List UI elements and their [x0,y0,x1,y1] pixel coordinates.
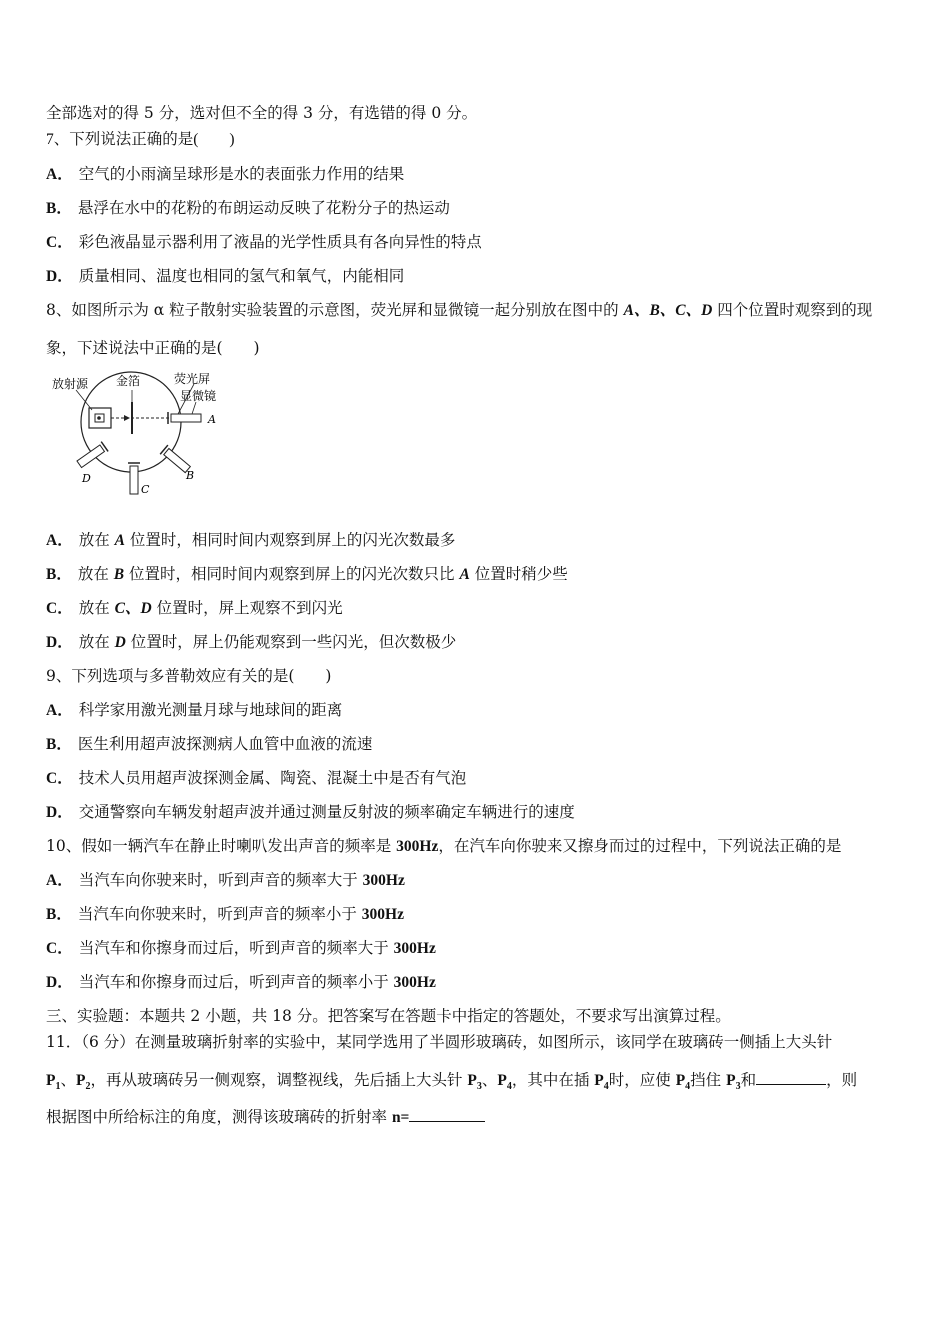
q9-stem: 9、下列选项与多普勒效应有关的是( ) [46,667,332,685]
q8-option-d: D． 放在 D 位置时，屏上仍能观察到一些闪光，但次数极少 [46,633,457,651]
label-c: C [141,483,150,496]
q9-option-c: C． 技术人员用超声波探测金属、陶瓷、混凝土中是否有气泡 [46,769,467,787]
q8-stem: 8、如图所示为 α 粒子散射实验装置的示意图，荧光屏和显微镜一起分别放在图中的 A、B、C、D 四个位置时观察到的现 [46,301,873,319]
label-microscope: 显微镜 [180,389,217,403]
q7-option-a: A． 空气的小雨滴呈球形是水的表面张力作用的结果 [46,165,405,183]
q9-option-a: A． 科学家用激光测量月球与地球间的距离 [46,701,343,719]
alpha-scattering-figure [46,370,236,500]
intro-line: 全部选对的得 5 分，选对但不全的得 3 分，有选错的得 0 分。 [46,104,478,122]
q10-option-b: B． 当汽车向你驶来时，听到声音的频率小于 300Hz [46,905,404,923]
q11-line1: 11．（6 分）在测量玻璃折射率的实验中，某同学选用了半圆形玻璃砖，如图所示，该同学在玻璃砖一侧插上大头针 [46,1033,833,1051]
q10-option-c: C． 当汽车和你擦身而过后，听到声音的频率大于 300Hz [46,939,436,957]
label-foil: 金箔 [116,374,141,388]
section-3-heading: 三、实验题：本题共 2 小题，共 18 分。把答案写在答题卡中指定的答题处，不要求写出演算过程。 [46,1007,731,1025]
detector-a [171,414,201,422]
q8-stem-line2: 象，下述说法中正确的是( ) [46,339,260,357]
label-source: 放射源 [52,377,89,391]
q11-line3: 根据图中所给标注的角度，测得该玻璃砖的折射率 n= [46,1107,485,1128]
q11-line2: $P_1$、$P_2$，再从玻璃砖另一侧观察，调整视线，先后插上大头针 $P_3$、$P_4$，其中在插 $P_4$时，应使 $P_4$挡住 $P_3$和 ，则 [46,1071,858,1093]
q9-option-b: B． 医生利用超声波探测病人血管中血液的流速 [46,735,373,753]
q11-blank-1[interactable] [756,1070,826,1085]
q8-option-b: B． 放在 B 位置时，相同时间内观察到屏上的闪光次数只比 A 位置时稍少些 [46,565,568,583]
q7-option-b: B． 悬浮在水中的花粉的布朗运动反映了花粉分子的热运动 [46,199,450,217]
q7-option-c: C． 彩色液晶显示器利用了液晶的光学性质具有各向异性的特点 [46,233,482,251]
q7-stem: 7、下列说法正确的是( ) [46,131,235,148]
detector-d [77,445,105,468]
label-b: B [186,469,195,482]
q10-option-a: A． 当汽车向你驶来时，听到声音的频率大于 300Hz [46,871,405,889]
q7-option-d: D． 质量相同、温度也相同的氢气和氧气，内能相同 [46,267,405,285]
label-a: A [208,413,216,426]
q8-option-a: A． 放在 A 位置时，相同时间内观察到屏上的闪光次数最多 [46,531,456,549]
q8-option-c: C． 放在 C、D 位置时，屏上观察不到闪光 [46,599,343,617]
detector-c [130,466,138,494]
q9-option-d: D． 交通警察向车辆发射超声波并通过测量反射波的频率确定车辆进行的速度 [46,803,575,821]
label-d: D [82,472,91,485]
q10-stem: 10、假如一辆汽车在静止时喇叭发出声音的频率是 300Hz，在汽车向你驶来又擦身而过的过程中，下列说法正确的是 [46,837,842,855]
q11-blank-2[interactable] [409,1107,485,1122]
q10-option-d: D． 当汽车和你擦身而过后，听到声音的频率小于 300Hz [46,973,436,991]
label-screen: 荧光屏 [174,372,211,386]
